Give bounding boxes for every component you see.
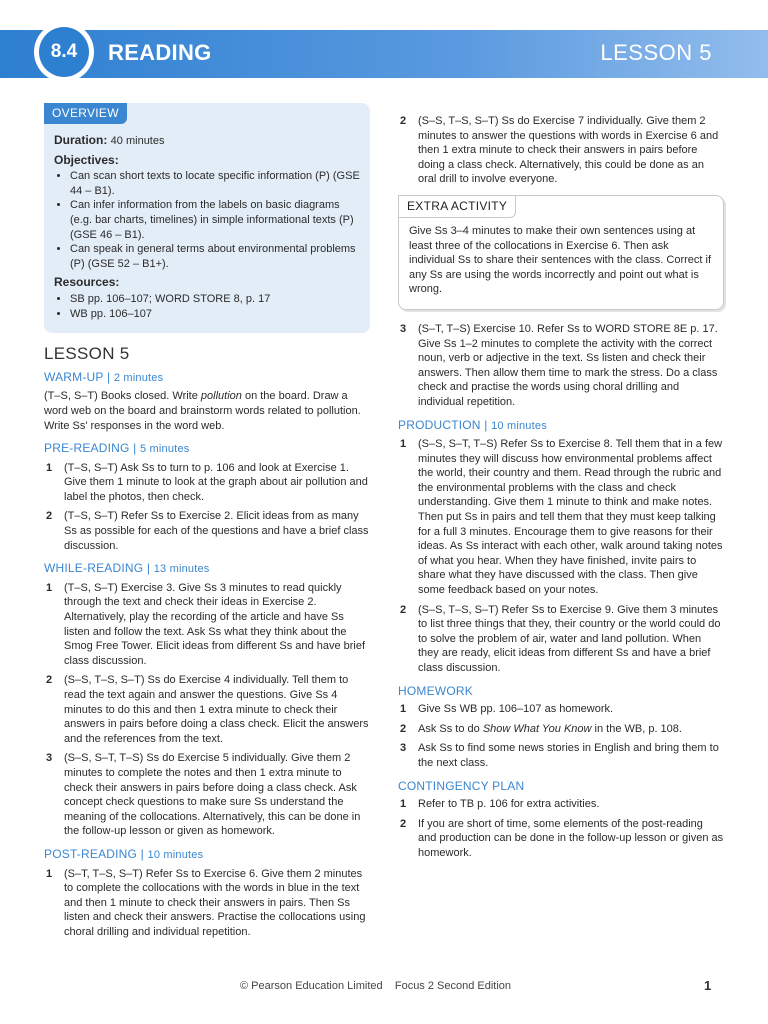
- objective-item: • Can scan short texts to locate specific information (P) (GSE 44 – B1).: [70, 169, 360, 198]
- list-item: 2 (S–S, T–S, S–T) Refer Ss to Exercise 9. Give them 3 minutes to list three things that they, their country or the world could do to solve the problem of air, water and land pollution. When they are ready, elicit ideas from different Ss and have a brief class discussion.: [400, 603, 721, 674]
- postreading-title: POST-READING: [44, 846, 138, 861]
- objectives-list: [54, 169, 360, 271]
- warmup-duration: 2 minutes: [113, 371, 164, 384]
- lesson-heading: LESSON 5: [44, 344, 130, 364]
- list-item: 1 (T–S, S–T) Ask Ss to turn to p. 106 and look at Exercise 1. Give them 1 minute to look at the graph about air pollution and label the photos, then check.: [46, 461, 368, 503]
- left-column: [44, 103, 370, 945]
- warmup-text: (T–S, S–T) Books closed. Write pollution on the board. Draw a word web on the board and brainstorm words related to pollution. Write Ss' responses in the word web.: [44, 390, 361, 432]
- warmup-heading: WARM-UP | 2 minutes: [44, 369, 164, 384]
- production-title: PRODUCTION: [398, 417, 481, 432]
- list-item: 2 (T–S, S–T) Refer Ss to Exercise 2. Elicit ideas from as many Ss as possible for each of the questions and have a brief class discussion.: [46, 510, 369, 552]
- prereading-duration: 5 minutes: [139, 443, 190, 456]
- extra-activity-text: Give Ss 3–4 minutes to make their own sentences using at least three of the collocations in Exercise 6. Then ask individual Ss to share their sentences with the class. Correct if any Ss are using the words incorrectly and point out what is wrong.: [409, 224, 712, 296]
- right-column: [398, 114, 724, 866]
- prereading-title: PRE-READING: [44, 441, 130, 456]
- objective-item: • Can infer information from the labels on basic diagrams (e.g. bar charts, timelines) in simple informational texts (P) (GSE 46 – B1).: [70, 198, 360, 242]
- production-heading: PRODUCTION | 10 minutes: [398, 417, 547, 432]
- homework-heading: HOMEWORK: [398, 683, 473, 698]
- duration-line: [54, 133, 360, 149]
- list-item: 1 (S–T, T–S, S–T) Refer Ss to Exercise 6. Give them 2 minutes to complete the collocations with the words in blue in the text and then 1 minute to check their answers in pairs. Then Ss listen and check their answers. Practise the collocations using choral drilling and individual repetition.: [46, 867, 366, 938]
- list-item: 3 Ask Ss to find some news stories in English and bring them to the next class.: [400, 742, 719, 769]
- duration-label: Duration:: [54, 133, 108, 147]
- list-item: 1 Refer to TB p. 106 for extra activities.: [400, 798, 600, 811]
- objective-item: • Can speak in general terms about environmental problems (P) (GSE 52 – B1+).: [70, 242, 360, 271]
- objectives-label: Objectives:: [54, 152, 119, 167]
- list-item: 3 (S–S, S–T, T–S) Ss do Exercise 5 individually. Give them 2 minutes to complete the notes and then 1 extra minute to check their answers in pairs before doing a class check. Ask concept check questions to make sure Ss understand the meaning of the collocations. Alternatively, this can be done in the follow-up lesson or given as homework.: [46, 752, 361, 838]
- overview-box: [44, 103, 370, 333]
- whilereading-heading: WHILE-READING | 13 minutes: [44, 561, 210, 576]
- list-item: 2 (S–S, T–S, S–T) Ss do Exercise 7 individually. Give them 2 minutes to answer the questions with words in Exercise 6 and then 1 extra minute to check their answers in pairs before doing a class check. Alternatively, this could be done as an oral drill to involve everyone.: [400, 115, 719, 186]
- page-title: READING: [108, 40, 212, 65]
- production-duration: 10 minutes: [491, 419, 547, 432]
- resources-list: [54, 292, 360, 321]
- whilereading-duration: 13 minutes: [153, 563, 210, 576]
- list-item: 1 Give Ss WB pp. 106–107 as homework.: [400, 703, 614, 716]
- list-item: 2 (S–S, T–S, S–T) Ss do Exercise 4 individually. Tell them to read the text again and answer the questions. Give Ss 4 minutes to do this and then 1 extra minute to check their answers in pairs before doing a class check. Elicit the answers and the references from the text.: [46, 674, 369, 745]
- list-item: 2 If you are short of time, some elements of the post-reading and production can be done in the follow-up lesson or given as homework.: [400, 817, 724, 859]
- resource-item: • SB pp. 106–107; WORD STORE 8, p. 17: [70, 292, 360, 307]
- resources-label: Resources:: [54, 275, 120, 290]
- page-number: 1: [704, 978, 712, 993]
- postreading-heading: POST-READING | 10 minutes: [44, 846, 204, 861]
- postreading-duration: 10 minutes: [147, 848, 204, 861]
- extra-activity-tab: EXTRA ACTIVITY: [398, 195, 516, 218]
- overview-tab: OVERVIEW: [44, 103, 127, 124]
- list-item: 3 (S–T, T–S) Exercise 10. Refer Ss to WORD STORE 8E p. 17. Give Ss 1–2 minutes to complete the activity with the correct noun, verb or adjective in the text. Ss listen and check their answers. Then allow them time to mark the stress. Do a class check and practise the words using choral drilling and individual repetition.: [400, 322, 718, 408]
- section-badge: 8.4: [39, 27, 89, 77]
- prereading-heading: PRE-READING | 5 minutes: [44, 441, 190, 456]
- contingency-heading: CONTINGENCY PLAN: [398, 778, 525, 793]
- list-item: 2 Ask Ss to do Show What You Know in the WB, p. 108.: [400, 722, 682, 735]
- lesson-label: LESSON 5: [600, 40, 712, 65]
- whilereading-title: WHILE-READING: [44, 561, 144, 576]
- warmup-title: WARM-UP: [44, 369, 104, 384]
- extra-activity-box: [398, 195, 724, 310]
- list-item: 1 (S–S, S–T, T–S) Refer Ss to Exercise 8. Tell them that in a few minutes they will discuss how environmental problems affect the world, their country and them. Read through the rubric and the environmental problems with the class and check understanding. Give them 1 minute to think and make notes. Then put Ss in pairs and tell them that they must keep talking for a full 3 minutes. Encourage them to give reasons for their ideas. As Ss interact with each other, walk around taking notes of what you hear. When they have finished, invite pairs to share what they have discussed with the class. Then give some feedback based on your notes.: [400, 438, 723, 597]
- list-item: 1 (T–S, S–T) Exercise 3. Give Ss 3 minutes to read quickly through the text and check their ideas in Exercise 2. Alternatively, play the recording of the article and have Ss listen and follow the text. Ask Ss what they think about the Smog Free Tower. Elicit ideas from different Ss and have brief class discussion.: [46, 581, 366, 667]
- footer-copyright: © Pearson Education Limited Focus 2 Second Edition: [240, 980, 512, 992]
- duration-value: 40 minutes: [110, 135, 165, 147]
- resource-item: • WB pp. 106–107: [70, 307, 360, 322]
